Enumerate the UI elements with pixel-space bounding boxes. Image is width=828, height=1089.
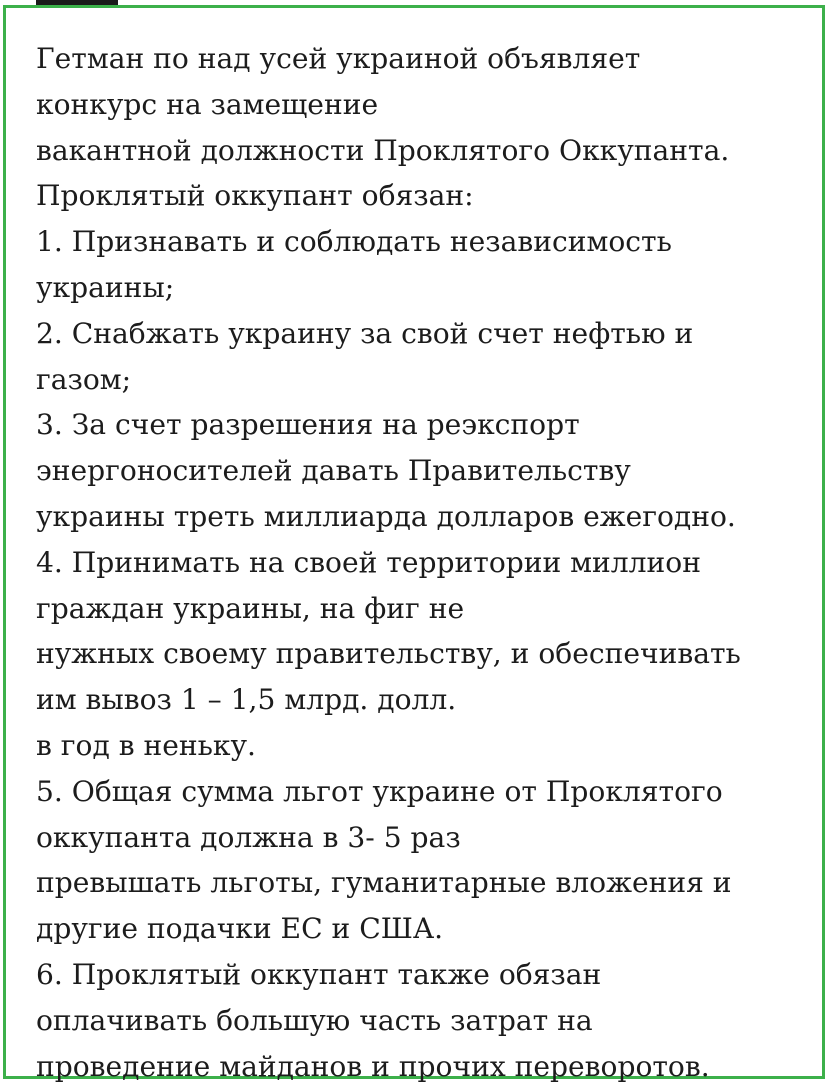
text-line: граждан украины, на фиг не (36, 591, 465, 625)
text-line: Проклятый оккупант обязан: (36, 179, 474, 213)
text-line: им вывоз 1 – 1,5 млрд. долл. (36, 683, 457, 717)
text-line: 4. Принимать на своей территории миллион (36, 545, 701, 579)
text-line: превышать льготы, гуманитарные вложения и (36, 866, 732, 900)
text-line: 1. Признавать и соблюдать независимость (36, 225, 672, 259)
text-line: проведение майданов и прочих переворотов. (36, 1049, 710, 1083)
text-line: 3. За счет разрешения на реэкспорт (36, 408, 580, 442)
text-line: газом; (36, 362, 132, 396)
text-line: 2. Снабжать украину за свой счет нефтью и (36, 316, 694, 350)
text-line: энергоносителей давать Правительству (36, 454, 631, 488)
text-line: украины; (36, 270, 175, 304)
text-line: другие подачки ЕС и США. (36, 912, 444, 946)
text-line: 6. Проклятый оккупант также обязан (36, 957, 602, 991)
text-line: нужных своему правительству, и обеспечивать (36, 637, 741, 671)
text-line: оккупанта должна в 3- 5 раз (36, 820, 461, 854)
text-line: в год в неньку. (36, 728, 256, 762)
text-line: конкурс на замещение (36, 87, 379, 121)
announcement-text (36, 36, 826, 1089)
text-line: оплачивать большую часть затрат на (36, 1003, 593, 1037)
text-line: украины треть миллиарда долларов ежегодно. (36, 499, 736, 533)
green-bordered-frame (3, 5, 825, 1083)
text-line: Гетман по над усей украиной объявляет (36, 42, 641, 75)
text-line: 5. Общая сумма льгот украине от Проклятого (36, 774, 723, 808)
text-line: вакантной должности Проклятого Оккупанта. (36, 133, 730, 167)
